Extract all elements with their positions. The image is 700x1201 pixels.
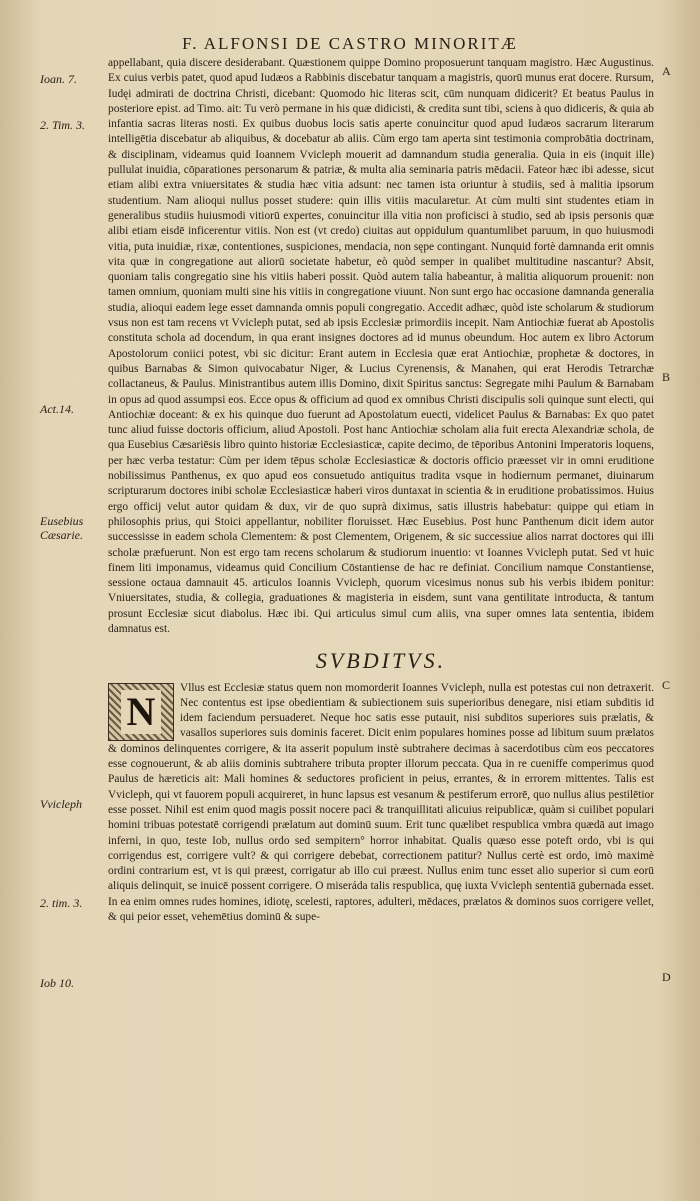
margin-note-ioan7: Ioan. 7. bbox=[40, 72, 77, 86]
margin-note-eusebius: Eusebius bbox=[40, 514, 84, 528]
section-title: SVBDITVS. bbox=[315, 648, 447, 674]
section-letter-c: C bbox=[662, 678, 671, 692]
decorated-initial bbox=[108, 683, 174, 741]
margin-note-vvicleph: Vvicleph bbox=[40, 797, 82, 811]
section-letter-a: A bbox=[662, 64, 671, 78]
paragraph-1: appellabant, quia discere desiderabant. Quæstionem quippe Domino proposuerunt tanquam magistro. Hæc Augustinus. Ex cuius verbis patet, quod apud Iudæos a Rabbinis discebatur tanquam a magistris, quorū munus erat docere. Rursum, Iudęi admirati de doctrina Christi, dicebant: Quomodo hic literas scit, cūm nunquam didicerit? Et beatus Paulus in posteriore epist. ad Timo. ait: Tu verò permane in his quæ didicisti, & credita sunt tibi, sciens à quo didiceris, & quia ab infantia sacras literas nosti. Ex quibus duobus locis satis aperte conuincitur quod apud Iudæos sacrarum literarum intelligētia discebatur ab aliquibus, & docebatur ab aliis. Cùm ergo tam aperta sint testimonia comprobātia doctrinam, & disciplinam, videamus quid Ioannem Vvicleph mouerit ad damnandum studia generalia. Quia in eis (inquit ille) pullulat inuidia, cōparationes personarum & patriæ, & multa alia seminaria patris mēdacii. Fateor hæc ibi adesse, sicut etiam alibi extra vniuersitates & studia hæc vitia adsunt: nec tamen ista oriuntur à studiis, sed à malitia ipsorum studentium. Nam alioqui nullus posset studere: quin illis vitiis macularetur. At cùm multi sint studentes etiam in generalibus studiis huiusmodi vitiorū expertes, conuincitur illa vitia non proficisci à studio, sed ab ipsis personis quæ alibi etiam eisdē inficerentur vitiis. Non est (vt credo) ciuitas aut oppidulum quantumlibet paruum, in quo huiusmodi vitia, puta inuidiæ, rixæ, contentiones, suspiciones, mendacia, non sępe contingant. Nunquid fortè damnanda erit omnis vita quæ in congregatione aut aliorū societate habetur, eò quòd semper in qualibet multitudine nascantur? Absit, quoniam talis congregatio sine his vitiis haberi possit. Quòd autem talia habeantur, à malitia aliquorum prouenit: non tamen omnium, quoniam multi sine his vitiis in congregatione viuunt. Non sunt ergo hac occasione damnanda generalia studia, alioqui eadem lege esset damnanda omnis populi congregatio. Accedit adhæc, quòd iste scholarum & studiorum vsus non est tam recens vt Vvicleph putat, sed ab ipsis Ecclesiæ primordiis incepit. Nam Antiochiæ fuerat ab Apostolis constituta schola ad docendum, in qua erant insignes doctores ad id munus obeundum. Hoc autem ex libro Actorum Apostolorum coniici potest, vbi sic dicitur: Erant autem in Ecclesia quæ erat Antiochiæ, prophetæ & doctores, in quibus Barnabas & Simon quivocabatur Niger, & Lucius Cyrenensis, & Manahen, qui erat Herodis Tetrarchæ collactaneus, & Paulus. Ministrantibus autem illis Domino, dixit Spiritus sanctus: Segregate mihi Paulum & Barnabam in opus ad quod assumpsi eos. Ecce opus & officium ad quod ex omnibus Christi discipulis soli quinque sunt electi, qui Antiochiæ doceant: & ex his quinque duo fuerunt ad Apostolatum euecti, videlicet Paulus & Barnabas: Ex quo patet tunc aliud fuisse doctoris officium, aliud Apostoli. Post hanc Antiochiæ scholam alia fuit erecta Alexandriæ schola, de qua Eusebius Cæsariēsis libro quinto historiæ Ecclesiasticæ, capite decimo, de tēporibus Antonini Imperatoris loquens, per hæc verba testatur: Cùm per idem tēpus scholæ Ecclesiasticæ & doctoris officio præesset vir in omni eruditione nobilissimus Panthenus, ex quo apud eos consuetudo antiquitus tradita vsque in hodiernum permanet, diuinarum scripturarum doctores inibi scholæ Ecclesiasticæ haberi viros duntaxat in scientia & in eruditione probatissimos. Huius ergo officij velut autor quidam & dux, vir de quo suprà diximus, satis illustris habebatur: quippe qui etiam in philosophis prius, qui Stoici appellantur, nobiliter floruisset. Hæc Eusebius. Post hunc Panthenum dicit idem autor successisse in eadem schola Clementem: & post Clementem, Origenem, & sic successiue alios narrat doctores qui illi scholæ præfuerunt. Non est ergo tam recens scholarum & studiorum inuentio: vt Ioannes Vvicleph putat. Sed vt huic finem liti imponamus, videamus quid Concilium Cōstantiense de hac re definiat. Concilium namque Constantiense, sessione octaua damnauit 45. articulos Ioannis Vvicleph, quorum vicesimus nonus sub his verbis ibidem ponitur: Vniuersitates, studia, & collegia, graduationes & magisteria in eisdem, sunt vana gentilitate introducta, & tantum prosunt Ecclesiæ sicut diabolus. Hæc ibi. Qui articulus simul cum aliis, vna super omnes lata sententia, ibidem damnatus est. bbox=[108, 57, 654, 635]
paragraph-2-text: Vllus est Ecclesiæ status quem non momorderit Ioannes Vvicleph, nulla est potestas cui non detraxerit. Nec contentus est ipse obedientiam & subiectionem suis superioribus denegare, nisi etiam subditis id idem faciendum persuaderet. Neque hoc satis esse putauit, nisi subditos superiores suis prælatis, & vasallos superiores suis dominis faceret. Dicit enim populares homines posse ad libitum suum prælatos & dominos delinquentes corrigere, & ita asserit populum instè subtrahere decimas à sacerdotibus cùm eos peccatores esse cognouerunt, & ab aliis dominis subtrahere tributa propter illorum peccata. Qua in re cueniffe comperimus quod Paulus de hæreticis ait: Mali homines & seductores proficient in peius, errantes, & in errorem mittentes. Talis est Vvicleph, qui vt fauorem populi acquireret, in hunc lapsus est vesanum & pestiferum errorē, quo nullus alius pestilētior esse posset. Nihil est enim quod magis possit nocere paci & tranquillitati alicuius reipublicæ, quàm si cuilibet populari homini tribuas potestatē corrigendi prælatum aut dominū suum. Erit tunc quælibet respublica vmbra quædā aut imago inferni, in quo, teste Iob, nullus ordo sed sempitern° horror inhabitat. Qualis quæso esse poteft ordo, vbi is qui corrigendus est, corrigere vult? & qui corrigere debebat, correctionem patitur? Nullus certè est ordo, imò maximè ordini contrarium est, vt is qui præest, corrigatur ab illo cui præest. Nullus enim tunc esset alio superior si cum eorū aliquis delinquit, se inuicē possent corrigere. O miseráda talis respublica, quę iuxta Vvicleph sententiā gubernada esset. In ea enim omnes rudes homines, idiotę, scelesti, raptores, adulteri, mēdaces, prælatos & dominos suos corrigere vellet, & qui peior esset, vehemētius dominū & supe- bbox=[108, 681, 654, 924]
section-letter-d: D bbox=[662, 970, 671, 984]
running-header: F. ALFONSI DE CASTRO MINORITÆ bbox=[182, 34, 518, 53]
main-text bbox=[108, 56, 654, 925]
margin-note-act14: Act.14. bbox=[40, 402, 74, 416]
initial-letter: N bbox=[121, 690, 162, 734]
margin-note-tim2-second: 2. tim. 3. bbox=[40, 896, 83, 910]
margin-note-tim2: 2. Tim. 3. bbox=[40, 118, 86, 132]
margin-note-iob10: Iob 10. bbox=[40, 976, 74, 990]
paragraph-2 bbox=[108, 681, 654, 926]
margin-note-caesarie: Cæsarie. bbox=[40, 528, 84, 542]
section-letter-b: B bbox=[662, 370, 671, 384]
